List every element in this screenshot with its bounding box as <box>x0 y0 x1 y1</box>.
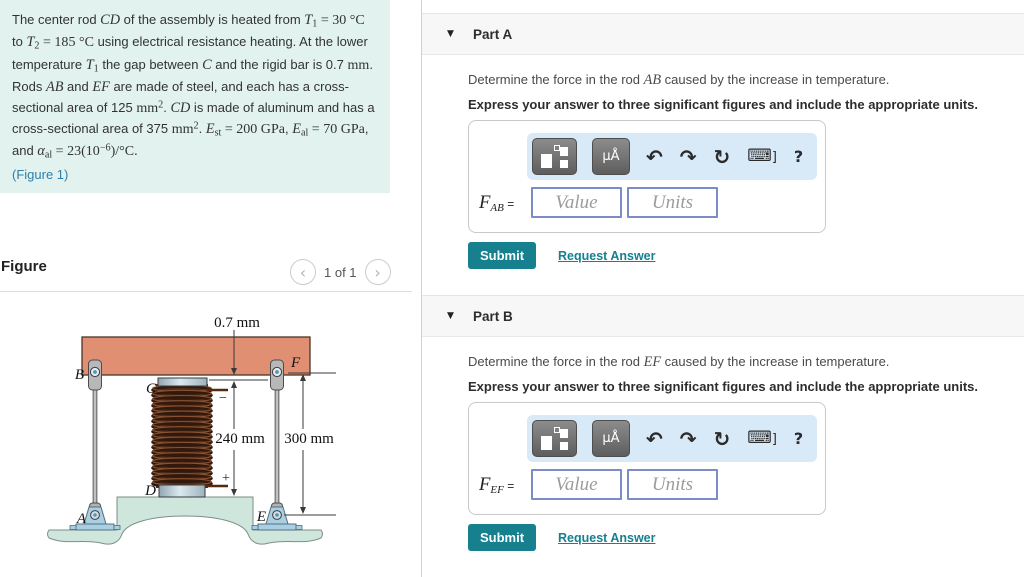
figure-prev-button[interactable]: ‹ <box>290 259 316 285</box>
part-a-prompt: Determine the force in the rod AB caused by the increase in temperature. <box>468 72 890 88</box>
part-b-title: Part B <box>473 308 513 324</box>
parts-panel <box>422 0 1024 577</box>
part-b-header[interactable] <box>422 295 1024 337</box>
figure-next-button[interactable]: › <box>365 259 391 285</box>
label-f: F <box>291 355 301 371</box>
part-b-instruction: Express your answer to three significant figures and include the appropriate units. <box>468 379 978 394</box>
equation-template-button[interactable] <box>532 138 577 175</box>
part-a-answer-row <box>479 187 825 218</box>
rod-ef <box>271 360 284 517</box>
equation-template-button[interactable] <box>532 420 577 457</box>
undo-icon[interactable]: ↶ <box>646 426 663 451</box>
part-a-instruction: Express your answer to three significant figures and include the appropriate units. <box>468 97 978 112</box>
keyboard-shortcuts-icon[interactable]: ⌨] <box>747 146 777 166</box>
rod-cd-top-cap <box>158 378 207 386</box>
redo-icon[interactable]: ↷ <box>679 426 697 451</box>
figure-divider <box>0 291 412 292</box>
reset-icon[interactable]: ↻ <box>713 426 731 451</box>
part-a-answer-label: FAB = <box>479 191 515 214</box>
collapse-caret-icon: ▼ <box>447 311 454 321</box>
part-a-header[interactable] <box>422 13 1024 55</box>
label-b: B <box>74 367 84 383</box>
keyboard-shortcuts-icon[interactable]: ⌨] <box>747 428 777 448</box>
help-icon[interactable]: ? <box>793 146 804 166</box>
units-input[interactable] <box>627 469 718 500</box>
terminal-minus: − <box>219 391 227 406</box>
collapse-caret-icon: ▼ <box>447 29 454 39</box>
equation-template-icon <box>541 145 568 168</box>
figure-section-title: Figure <box>1 258 47 275</box>
equation-toolbar <box>527 133 817 180</box>
problem-statement-box <box>0 0 390 193</box>
part-b-answer-label: FEF = <box>479 473 515 496</box>
units-input[interactable] <box>627 187 718 218</box>
part-a-actions <box>468 242 1024 269</box>
part-b-content <box>422 354 1024 551</box>
problem-statement: The center rod CD of the assembly is heated from T1 = 30 °C to T2 = 185 °C using electrical resistance heating. At the lower temperature T1 the gap between C and the rigid bar is 0.7 mm. Rods AB and EF are made of steel, and each has a cross-sectional area of 125 $mm^2$. CD is made of aluminum and has a cross-sectional area of 375 $mm^2$. Est = 200 GPa, Eal = 70 GPa, and $\alpha al = 23(10^{-6})/^\circ C$. <box>12 12 375 161</box>
request-answer-link[interactable]: Request Answer <box>558 248 656 263</box>
assembly-figure <box>40 300 380 577</box>
figure-page-indicator: 1 of 1 <box>324 264 357 280</box>
part-a-content <box>422 72 1024 269</box>
units-template-button[interactable]: μÅ <box>592 420 630 457</box>
dimension-ef <box>284 373 336 515</box>
svg-text:240 mm: 240 mm <box>215 431 265 447</box>
equation-toolbar <box>527 415 817 462</box>
figure-pager <box>290 259 392 285</box>
value-input[interactable] <box>531 469 622 500</box>
undo-icon[interactable]: ↶ <box>646 144 663 169</box>
value-input[interactable] <box>531 187 622 218</box>
figure-link[interactable]: (Figure 1) <box>12 167 69 183</box>
part-b-prompt: Determine the force in the rod EF caused by the increase in temperature. <box>468 354 890 370</box>
submit-button[interactable]: Submit <box>468 242 536 269</box>
reset-icon[interactable]: ↻ <box>713 144 731 169</box>
request-answer-link[interactable]: Request Answer <box>558 530 656 545</box>
equation-template-icon <box>541 427 568 450</box>
units-template-button[interactable]: μÅ <box>592 138 630 175</box>
terminal-plus: + <box>222 471 230 486</box>
label-d: D <box>145 483 156 499</box>
label-a: A <box>76 511 86 527</box>
part-a-title: Part A <box>473 26 513 42</box>
part-b-answer-row <box>479 469 825 500</box>
redo-icon[interactable]: ↷ <box>679 144 697 169</box>
help-icon[interactable]: ? <box>793 428 804 448</box>
submit-button[interactable]: Submit <box>468 524 536 551</box>
rod-ab <box>89 360 102 517</box>
part-a-answer-box <box>468 120 826 233</box>
svg-text:300 mm: 300 mm <box>284 431 334 447</box>
part-b-answer-box <box>468 402 826 515</box>
label-e: E <box>256 509 266 525</box>
svg-text:0.7 mm: 0.7 mm <box>214 315 260 331</box>
part-b-actions <box>468 524 1024 551</box>
rod-cd-bottom-cap <box>159 485 205 497</box>
label-c: C <box>145 381 156 397</box>
